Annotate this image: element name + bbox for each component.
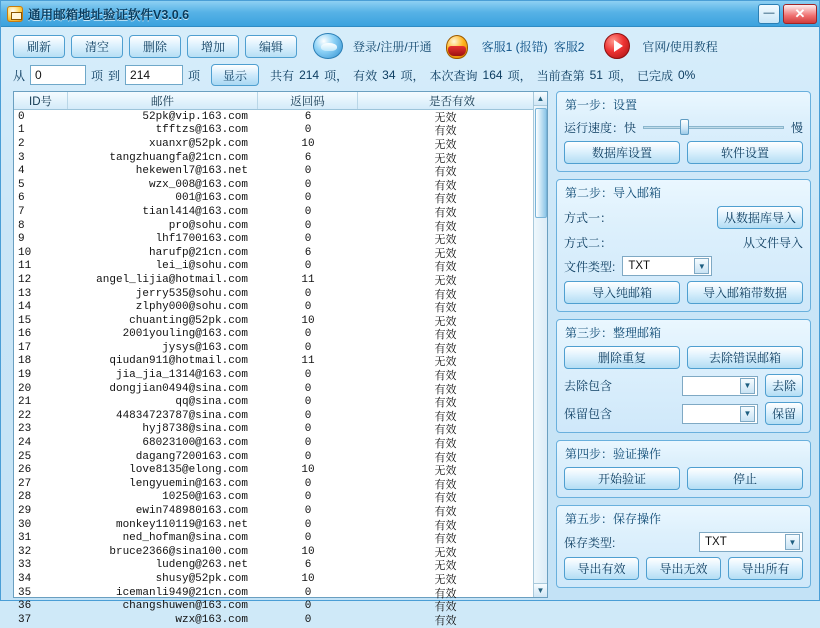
step3-group [556, 319, 811, 433]
to-unit: 项 [188, 68, 201, 83]
savetype-label: 保存类型: [564, 535, 616, 550]
cell-valid: 有效 [434, 452, 457, 465]
to-label: 到 [108, 68, 121, 83]
email-table [13, 91, 548, 628]
export-invalid-button[interactable]: 导出无效 [646, 557, 721, 580]
scroll-down-icon[interactable]: ▼ [534, 583, 547, 597]
table-body[interactable] [14, 110, 533, 628]
show-button[interactable]: 显示 [211, 64, 259, 86]
edit-button[interactable]: 编辑 [245, 35, 297, 58]
to-input[interactable]: 214 [125, 65, 183, 85]
cell-valid: 有效 [434, 180, 457, 193]
cell-valid: 有效 [434, 588, 457, 601]
cell-valid: 有效 [434, 520, 457, 533]
column-header-mail: 邮件 [68, 92, 258, 109]
cell-code: 0 [304, 192, 312, 205]
keep-button[interactable]: 保留 [765, 402, 803, 425]
query-value: 164 [482, 68, 503, 82]
slider-track [643, 126, 784, 129]
from-label: 从 [13, 68, 26, 83]
total-value: 214 [299, 68, 320, 82]
software-settings-button[interactable]: 软件设置 [687, 141, 803, 164]
cell-valid: 有效 [434, 507, 457, 520]
step5-title: 第五步：保存操作 [565, 512, 662, 526]
cell-valid: 无效 [434, 316, 457, 329]
cell-code: 0 [304, 477, 312, 490]
cell-id: 28 [18, 491, 32, 504]
cell-valid: 有效 [434, 479, 457, 492]
cell-mail: wzx@163.com [175, 613, 248, 626]
cell-id: 36 [18, 600, 32, 613]
mail-icon [7, 6, 23, 22]
cell-id: 29 [18, 505, 32, 518]
cell-mail: dagang7200163.com [135, 450, 248, 463]
step5-group [556, 505, 811, 588]
chevron-down-icon[interactable]: ▼ [740, 406, 755, 422]
cell-mail: angel_lijia@hotmail.com [96, 273, 248, 286]
cell-code: 0 [304, 600, 312, 613]
cell-id: 18 [18, 355, 32, 368]
cell-code: 6 [304, 246, 312, 259]
cell-code: 6 [304, 110, 312, 123]
cell-code: 0 [304, 301, 312, 314]
cell-code: 0 [304, 396, 312, 409]
support-qq2-link[interactable]: 客服2 [553, 39, 585, 54]
done-label: 已完成 [636, 68, 673, 83]
cell-valid: 无效 [434, 357, 457, 370]
cell-id: 20 [18, 382, 32, 395]
current-value: 51 [589, 68, 603, 82]
cell-id: 2 [18, 137, 25, 150]
from-unit: 项 [91, 68, 104, 83]
step4-title: 第四步：验证操作 [565, 447, 662, 461]
cell-valid: 有效 [434, 126, 457, 139]
import-plain-button[interactable]: 导入纯邮箱 [564, 281, 680, 304]
stop-button[interactable]: 停止 [687, 467, 803, 490]
cell-code: 10 [301, 572, 315, 585]
way2-label: 方式二： [564, 236, 613, 250]
title-bar [1, 1, 819, 27]
cell-mail: lengyuemin@163.com [129, 477, 248, 490]
valid-label: 有效 [353, 68, 378, 83]
range-row [1, 61, 819, 87]
cell-id: 12 [18, 273, 32, 286]
keep-contain-select[interactable] [682, 404, 758, 424]
remove-bad-button[interactable]: 去除错误邮箱 [687, 346, 803, 369]
cell-valid: 无效 [434, 574, 457, 587]
cell-mail: 44834723787@sina.com [115, 409, 248, 422]
cell-code: 0 [304, 491, 312, 504]
valid-unit: 项， [400, 68, 425, 83]
export-valid-button[interactable]: 导出有效 [564, 557, 639, 580]
total-label: 共有 [270, 68, 295, 83]
cell-id: 34 [18, 572, 32, 585]
cell-mail: bruce2366@sina100.com [109, 545, 248, 558]
table-scrollbar[interactable] [533, 92, 547, 597]
cell-valid: 无效 [434, 547, 457, 560]
cell-id: 25 [18, 450, 32, 463]
start-verify-button[interactable]: 开始验证 [564, 467, 680, 490]
cell-mail: tfftzs@163.com [155, 124, 248, 137]
cell-id: 24 [18, 437, 32, 450]
import-from-database-button[interactable]: 从数据库导入 [717, 206, 803, 229]
cell-id: 15 [18, 314, 32, 327]
cell-valid: 无效 [434, 561, 457, 574]
valid-value: 34 [382, 68, 396, 82]
current-label: 当前查第 [536, 68, 585, 83]
cell-mail: monkey110119@163.net [115, 518, 248, 531]
cell-mail: harufp@21cn.com [148, 246, 248, 259]
cell-id: 30 [18, 518, 32, 531]
cell-code: 10 [301, 464, 315, 477]
refresh-button[interactable]: 刷新 [13, 35, 65, 58]
column-header-valid: 是否有效 [358, 92, 547, 109]
dedupe-button[interactable]: 删除重复 [564, 346, 680, 369]
remove-contain-label: 去除包含 [564, 379, 613, 393]
cell-mail: tianl414@163.com [142, 205, 248, 218]
cell-code: 0 [304, 178, 312, 191]
filetype-value: TXT [628, 260, 651, 272]
cell-id: 0 [18, 110, 25, 123]
cell-valid: 有效 [434, 411, 457, 424]
cell-code: 0 [304, 586, 312, 599]
cell-id: 10 [18, 246, 32, 259]
cell-mail: 52pk@vip.163.com [142, 110, 248, 123]
cell-code: 0 [304, 450, 312, 463]
cell-valid: 无效 [434, 235, 457, 248]
step3-title: 第三步：整理邮箱 [565, 326, 662, 340]
cell-valid: 有效 [434, 289, 457, 302]
done-value: 0% [677, 68, 696, 82]
savetype-value: TXT [705, 536, 727, 548]
step2-group [556, 179, 811, 312]
cell-code: 0 [304, 124, 312, 137]
cell-id: 3 [18, 151, 25, 164]
filetype-label: 文件类型: [564, 259, 616, 274]
column-header-code: 返回码 [258, 92, 358, 109]
cell-valid: 无效 [434, 275, 457, 288]
play-icon[interactable] [604, 33, 630, 59]
cell-id: 16 [18, 328, 32, 341]
cell-mail: lhf1700163.com [155, 233, 248, 246]
cell-valid: 有效 [434, 439, 457, 452]
cell-id: 22 [18, 409, 32, 422]
close-button[interactable]: ✕ [783, 4, 817, 24]
cell-mail: hyj8738@sina.com [142, 423, 248, 436]
cell-id: 21 [18, 396, 32, 409]
cell-id: 26 [18, 464, 32, 477]
cell-code: 0 [304, 369, 312, 382]
total-unit: 项， [324, 68, 349, 83]
cell-code: 0 [304, 518, 312, 531]
cell-id: 5 [18, 178, 25, 191]
table-row[interactable] [14, 613, 533, 627]
cell-valid: 有效 [434, 602, 457, 615]
step2-title: 第二步：导入邮箱 [565, 186, 662, 200]
cell-mail: jerry535@sohu.com [135, 287, 248, 300]
cell-code: 11 [301, 355, 315, 368]
support-qq1-link[interactable]: 客服1 (报错) [481, 39, 548, 54]
cell-id: 31 [18, 532, 32, 545]
cell-mail: 001@163.com [175, 192, 248, 205]
cell-valid: 有效 [434, 398, 457, 411]
cell-valid: 有效 [434, 384, 457, 397]
qq-icon[interactable] [444, 32, 470, 60]
cell-mail: dongjian0494@sina.com [109, 382, 248, 395]
way1-label: 方式一： [564, 211, 613, 225]
cell-id: 32 [18, 545, 32, 558]
cell-code: 11 [301, 273, 315, 286]
query-unit: 项， [507, 68, 532, 83]
chevron-down-icon[interactable]: ▼ [740, 378, 755, 394]
cell-mail: qq@sina.com [175, 396, 248, 409]
cell-valid: 无效 [434, 153, 457, 166]
chevron-down-icon[interactable]: ▼ [785, 534, 800, 550]
chevron-down-icon[interactable]: ▼ [694, 258, 709, 274]
speed-label: 运行速度：快 [564, 120, 637, 135]
current-unit: 项， [607, 68, 632, 83]
cell-code: 10 [301, 137, 315, 150]
cell-id: 35 [18, 586, 32, 599]
import-from-file-label[interactable]: 从文件导入 [742, 236, 803, 250]
cell-valid: 有效 [434, 207, 457, 220]
cell-id: 9 [18, 233, 25, 246]
cell-code: 0 [304, 287, 312, 300]
cell-code: 0 [304, 165, 312, 178]
main-content [13, 91, 811, 628]
cell-code: 10 [301, 545, 315, 558]
cell-code: 0 [304, 505, 312, 518]
keep-contain-label: 保留包含 [564, 407, 613, 421]
cell-valid: 有效 [434, 615, 457, 628]
cell-code: 0 [304, 341, 312, 354]
speed-slow-label: 慢 [790, 120, 803, 135]
cell-code: 0 [304, 409, 312, 422]
cell-id: 13 [18, 287, 32, 300]
cell-id: 7 [18, 205, 25, 218]
cell-valid: 有效 [434, 330, 457, 343]
cell-valid: 有效 [434, 371, 457, 384]
query-label: 本次查询 [429, 68, 478, 83]
cell-mail: pro@sohu.com [168, 219, 248, 232]
cell-code: 0 [304, 437, 312, 450]
cell-mail: wzx_008@163.com [148, 178, 248, 191]
cell-id: 33 [18, 559, 32, 572]
cell-mail: 2001youling@163.com [122, 328, 248, 341]
cell-code: 6 [304, 151, 312, 164]
add-button[interactable]: 增加 [187, 35, 239, 58]
tutorial-link[interactable]: 官网/使用教程 [642, 39, 718, 54]
cell-mail: qiudan911@hotmail.com [109, 355, 248, 368]
step4-group [556, 440, 811, 498]
login-link[interactable]: 登录/注册/开通 [353, 39, 432, 54]
scrollbar-thumb[interactable] [535, 108, 547, 218]
database-settings-button[interactable]: 数据库设置 [564, 141, 680, 164]
cell-code: 0 [304, 205, 312, 218]
delete-button[interactable]: 删除 [129, 35, 181, 58]
clear-button[interactable]: 清空 [71, 35, 123, 58]
cell-valid: 有效 [434, 343, 457, 356]
cell-mail: jysys@163.com [162, 341, 248, 354]
cell-id: 19 [18, 369, 32, 382]
cell-mail: ludeng@263.net [155, 559, 248, 572]
remove-button[interactable]: 去除 [765, 374, 803, 397]
cell-code: 0 [304, 260, 312, 273]
import-with-data-button[interactable]: 导入邮箱带数据 [687, 281, 803, 304]
cell-code: 0 [304, 219, 312, 232]
cell-id: 23 [18, 423, 32, 436]
export-all-button[interactable]: 导出所有 [728, 557, 803, 580]
cell-mail: zlphy000@sohu.com [135, 301, 248, 314]
cell-valid: 有效 [434, 194, 457, 207]
cell-mail: 68023100@163.com [142, 437, 248, 450]
savetype-select[interactable] [699, 532, 803, 552]
column-header-id: ID号 [14, 92, 68, 109]
remove-contain-select[interactable] [682, 376, 758, 396]
cell-valid: 有效 [434, 167, 457, 180]
cell-id: 17 [18, 341, 32, 354]
cell-valid: 无效 [434, 248, 457, 261]
cell-code: 0 [304, 613, 312, 626]
cell-id: 37 [18, 613, 32, 626]
cell-id: 4 [18, 165, 25, 178]
filetype-select[interactable] [622, 256, 712, 276]
globe-icon[interactable] [313, 33, 343, 59]
cell-mail: ned_hofman@sina.com [122, 532, 248, 545]
cell-id: 11 [18, 260, 32, 273]
step1-group [556, 91, 811, 172]
scroll-up-icon[interactable]: ▲ [534, 92, 547, 106]
cell-mail: lei_i@sohu.com [155, 260, 248, 273]
cell-code: 0 [304, 233, 312, 246]
cell-valid: 有效 [434, 262, 457, 275]
cell-mail: xuanxr@52pk.com [148, 137, 248, 150]
cell-id: 8 [18, 219, 25, 232]
window-title: 通用邮箱地址验证软件V3.0.6 [28, 7, 190, 22]
cell-id: 27 [18, 477, 32, 490]
table-header [14, 92, 547, 110]
cell-mail: love8135@elong.com [129, 464, 248, 477]
cell-valid: 无效 [434, 112, 457, 125]
cell-valid: 有效 [434, 221, 457, 234]
cell-mail: jia_jia_1314@163.com [115, 369, 248, 382]
minimize-button[interactable]: — [758, 4, 780, 24]
cell-mail: tangzhuangfa@21cn.com [109, 151, 248, 164]
cell-mail: ewin748980163.com [135, 505, 248, 518]
cell-valid: 有效 [434, 303, 457, 316]
right-panel [556, 91, 811, 598]
cell-mail: 10250@163.com [162, 491, 248, 504]
cell-valid: 有效 [434, 425, 457, 438]
speed-slider[interactable] [643, 118, 784, 136]
cell-code: 0 [304, 532, 312, 545]
cell-id: 1 [18, 124, 25, 137]
slider-knob[interactable] [680, 119, 689, 135]
from-input[interactable]: 0 [30, 65, 86, 85]
cell-code: 0 [304, 423, 312, 436]
cell-code: 10 [301, 314, 315, 327]
cell-id: 14 [18, 301, 32, 314]
cell-id: 6 [18, 192, 25, 205]
cell-mail: chuanting@52pk.com [129, 314, 248, 327]
cell-mail: shusy@52pk.com [155, 572, 248, 585]
cell-mail: changshuwen@163.com [122, 600, 248, 613]
step1-title: 第一步：设置 [565, 98, 638, 112]
toolbar [1, 27, 819, 61]
cell-code: 0 [304, 382, 312, 395]
cell-valid: 有效 [434, 534, 457, 547]
cell-mail: icemanli949@21cn.com [115, 586, 248, 599]
cell-code: 0 [304, 328, 312, 341]
cell-valid: 无效 [434, 139, 457, 152]
cell-mail: hekewenl7@163.net [135, 165, 248, 178]
cell-code: 6 [304, 559, 312, 572]
cell-valid: 有效 [434, 493, 457, 506]
cell-valid: 无效 [434, 466, 457, 479]
